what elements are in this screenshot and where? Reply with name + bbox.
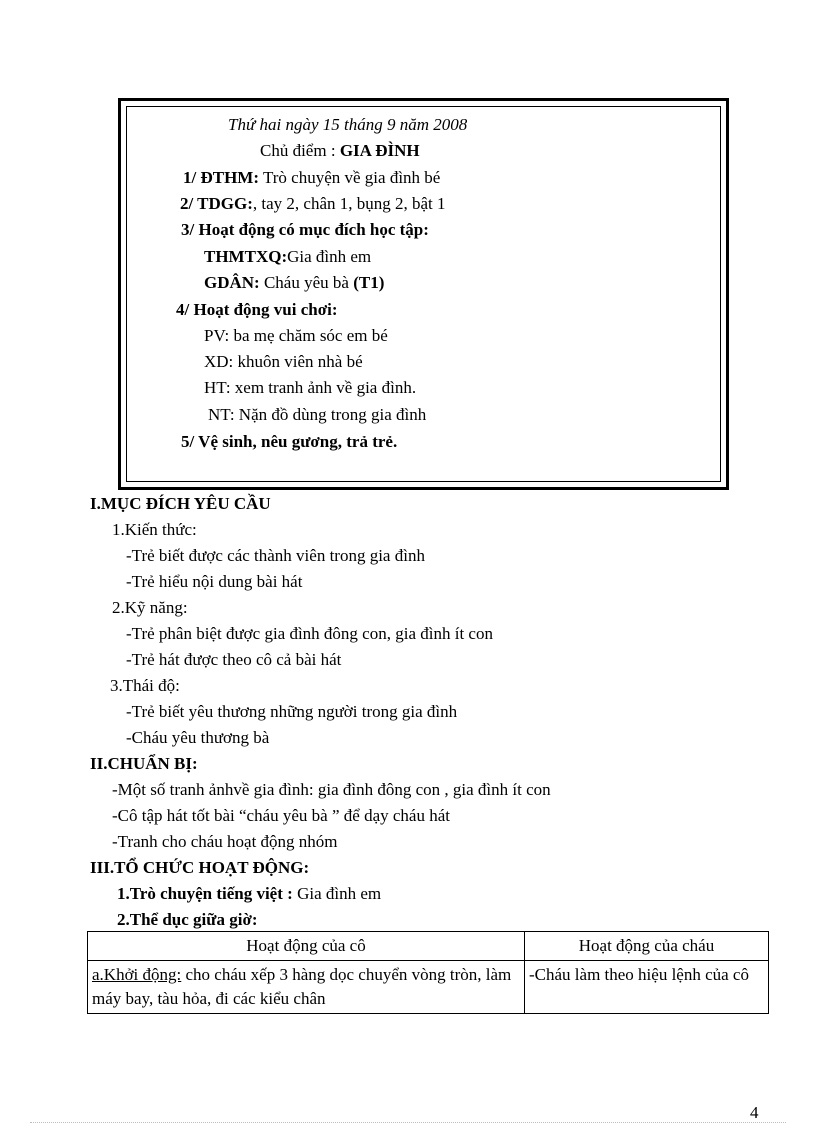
section-1-title: I.MỤC ĐÍCH YÊU CẦU (90, 494, 271, 513)
table-row (88, 961, 769, 1014)
section-3-item-1 (117, 883, 381, 905)
play-activity: XD: khuôn viên nhà bé (204, 352, 363, 371)
item-4-label: 4/ Hoạt động vui chơi: (176, 300, 338, 319)
skills-item: -Trẻ hát được theo cô cả bài hát (126, 650, 342, 669)
item-1 (183, 167, 440, 189)
child-activity-cell: -Cháu làm theo hiệu lệnh của cô (525, 961, 769, 1014)
page-number: 4 (750, 1103, 759, 1122)
warmup-text: cho cháu xếp 3 hàng dọc chuyển vòng tròn, làm máy bay, tàu hỏa, đi các kiểu chân (92, 965, 512, 1008)
attitude-item: -Trẻ biết yêu thương những người trong gia đình (126, 702, 458, 721)
item-3-label: 3/ Hoạt động có mục đích học tập: (181, 220, 429, 239)
theme-label: Chủ điểm : (260, 141, 340, 160)
section-3-item-1-label: 1.Trò chuyện tiếng việt : (117, 884, 298, 903)
item-3b (204, 272, 384, 294)
warmup-label: a.Khởi động: (92, 965, 182, 984)
theme-value: GIA ĐÌNH (339, 141, 420, 160)
table-header-child: Hoạt động của cháu (525, 932, 769, 961)
theme-line (260, 140, 420, 162)
item-2-text: , tay 2, chân 1, bụng 2, bật 1 (252, 194, 446, 213)
item-1-text: Trò chuyện về gia đình bé (259, 168, 441, 187)
activity-table (87, 931, 769, 1014)
table-header-row (88, 932, 769, 961)
attitude-title: 3.Thái độ: (110, 676, 180, 695)
table-header-teacher: Hoạt động của cô (88, 932, 525, 961)
schedule-date: Thứ hai ngày 15 tháng 9 năm 2008 (228, 115, 468, 134)
preparation-item: -Một số tranh ảnhvề gia đình: gia đình đông con , gia đình ít con (112, 780, 551, 799)
item-3b-suffix: (T1) (353, 273, 385, 292)
knowledge-item: -Trẻ biết được các thành viên trong gia đình (126, 546, 425, 565)
skills-title: 2.Kỹ năng: (112, 598, 188, 617)
teacher-activity-cell (88, 961, 525, 1014)
play-activity: HT: xem tranh ảnh về gia đình. (204, 378, 417, 397)
play-activity: PV: ba mẹ chăm sóc em bé (204, 326, 388, 345)
attitude-item: -Cháu yêu thương bà (126, 728, 270, 747)
item-3a-label: THMTXQ: (204, 247, 288, 266)
skills-item: -Trẻ phân biệt được gia đình đông con, gia đình ít con (126, 624, 493, 643)
item-2-label: 2/ TDGG: (180, 194, 253, 213)
section-3-item-1-text: Gia đình em (297, 884, 382, 903)
play-activity: NT: Nặn đồ dùng trong gia đình (208, 405, 427, 424)
item-2 (180, 193, 446, 215)
item-3a-text: Gia đình em (287, 247, 372, 266)
preparation-item: -Tranh cho cháu hoạt động nhóm (112, 832, 338, 851)
item-3b-label: GDÂN: (204, 273, 264, 292)
item-1-label: 1/ ĐTHM: (183, 168, 260, 187)
item-3b-text: Cháu yêu bà (263, 273, 354, 292)
knowledge-item: -Trẻ hiểu nội dung bài hát (126, 572, 303, 591)
item-5: 5/ Vệ sinh, nêu gương, trả trẻ. (181, 432, 398, 451)
preparation-item: -Cô tập hát tốt bài “cháu yêu bà ” để dạy cháu hát (112, 806, 450, 825)
knowledge-title: 1.Kiến thức: (112, 520, 197, 539)
item-3a (204, 246, 371, 268)
section-3-item-2: 2.Thể dục giữa giờ: (117, 910, 258, 929)
section-3-title: III.TỔ CHỨC HOẠT ĐỘNG: (90, 858, 310, 877)
section-2-title: II.CHUẨN BỊ: (90, 754, 198, 773)
